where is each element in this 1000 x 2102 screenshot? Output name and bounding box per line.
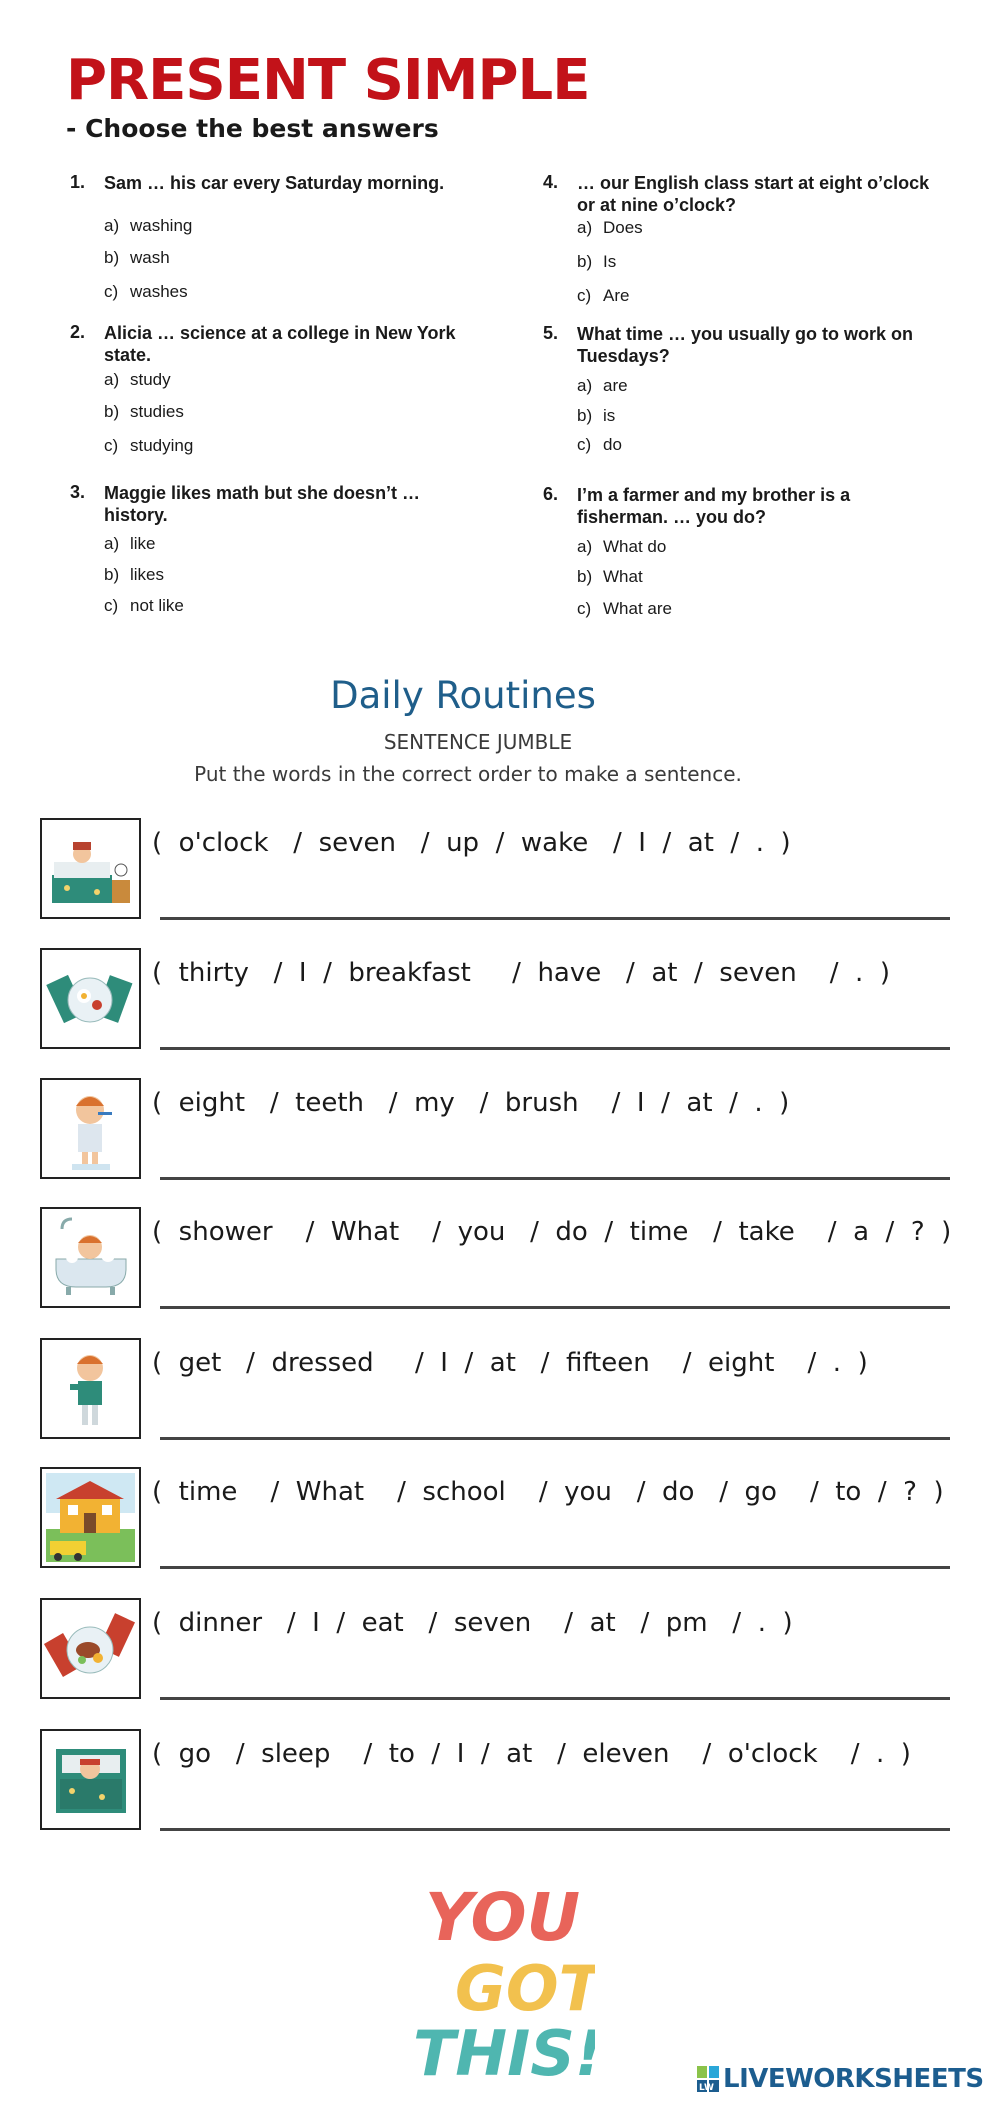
jumble-row (40, 1598, 950, 1708)
option-a[interactable]: a) like (104, 534, 156, 553)
question-number: 4. (543, 172, 559, 192)
answer-line[interactable] (160, 1566, 950, 1569)
school-building-icon (40, 1467, 141, 1568)
you-got-this-badge (405, 1870, 595, 2085)
option-b[interactable]: b) studies (104, 402, 184, 421)
question-number: 3. (70, 482, 86, 502)
wake-up-bed-icon (40, 818, 141, 919)
option-c[interactable]: c) studying (104, 436, 194, 455)
question-number: 6. (543, 484, 559, 504)
jumble-words: ( get / dressed / I / at / fifteen / eight / . ) (152, 1348, 868, 1378)
answer-line[interactable] (160, 1437, 950, 1440)
breakfast-plate-icon (40, 948, 141, 1049)
jumble-words: ( go / sleep / to / I / at / eleven / o'clock / . ) (152, 1739, 911, 1769)
option-a[interactable]: a) What do (577, 537, 667, 556)
question-number: 5. (543, 323, 559, 343)
section-title: Daily Routines (330, 674, 596, 717)
question-number: 1. (70, 172, 86, 192)
worksheet-subtitle: - Choose the best answers (66, 114, 439, 143)
sleeping-bed-icon (40, 1729, 141, 1830)
jumble-words: ( dinner / I / eat / seven / at / pm / . ) (152, 1608, 793, 1638)
option-b[interactable]: b) wash (104, 248, 170, 267)
answer-line[interactable] (160, 1047, 950, 1050)
jumble-row (40, 1078, 950, 1188)
answer-line[interactable] (160, 1306, 950, 1309)
jumble-words: ( shower / What / you / do / time / take / a / ? ) (152, 1217, 952, 1247)
bathtub-boy-icon (40, 1207, 141, 1308)
option-c[interactable]: c) What are (577, 599, 672, 618)
jumble-row (40, 1207, 950, 1317)
jumble-row (40, 948, 950, 1058)
svg-text:LW: LW (699, 2083, 714, 2092)
option-b[interactable]: b) is (577, 406, 616, 425)
question-stem: Alicia … science at a college in New York state. (104, 323, 456, 365)
brushing-teeth-boy-icon (40, 1078, 141, 1179)
answer-line[interactable] (160, 917, 950, 920)
question-number: 2. (70, 322, 86, 342)
question-stem: … our English class start at eight o’clock or at nine o’clock? (577, 173, 930, 215)
question-stem: What time … you usually go to work on Tuesdays? (577, 324, 914, 366)
option-a[interactable]: a) Does (577, 218, 643, 237)
jumble-row (40, 818, 950, 928)
section-subtitle: SENTENCE JUMBLE (383, 730, 573, 754)
jumble-words: ( thirty / I / breakfast / have / at / seven / . ) (152, 958, 890, 988)
worksheet-title: PRESENT SIMPLE (66, 48, 590, 113)
question-stem: Maggie likes math but she doesn’t … history. (104, 483, 421, 525)
answer-line[interactable] (160, 1177, 950, 1180)
option-c[interactable]: c) washes (104, 282, 188, 301)
option-a[interactable]: a) washing (104, 216, 193, 235)
liveworksheets-logo-icon (697, 2066, 719, 2092)
question-stem: I’m a farmer and my brother is a fisherman. … you do? (577, 485, 851, 527)
jumble-words: ( o'clock / seven / up / wake / I / at / . ) (152, 828, 791, 858)
answer-line[interactable] (160, 1697, 950, 1700)
liveworksheets-logo-text: LIVEWORKSHEETS (723, 2064, 984, 2094)
getting-dressed-boy-icon (40, 1338, 141, 1439)
jumble-words: ( time / What / school / you / do / go / to / ? ) (152, 1477, 944, 1507)
jumble-row (40, 1338, 950, 1448)
jumble-row (40, 1729, 950, 1839)
section-instruction: Put the words in the correct order to make a sentence. (194, 762, 742, 786)
option-c[interactable]: c) do (577, 435, 622, 454)
liveworksheets-logo (697, 2062, 984, 2096)
option-c[interactable]: c) Are (577, 286, 630, 305)
jumble-row (40, 1467, 950, 1577)
dinner-plate-icon (40, 1598, 141, 1699)
option-b[interactable]: b) What (577, 567, 643, 586)
jumble-words: ( eight / teeth / my / brush / I / at / . ) (152, 1088, 790, 1118)
badge-line-3: THIS! (413, 2017, 595, 2085)
option-c[interactable]: c) not like (104, 596, 184, 615)
answer-line[interactable] (160, 1828, 950, 1831)
badge-line-1: YOU (425, 1879, 581, 1956)
option-a[interactable]: a) are (577, 376, 628, 395)
option-b[interactable]: b) likes (104, 565, 165, 584)
option-a[interactable]: a) study (104, 370, 171, 389)
option-b[interactable]: b) Is (577, 252, 617, 271)
question-stem: Sam … his car every Saturday morning. (104, 173, 445, 193)
badge-line-2: GOT (455, 1952, 595, 2025)
